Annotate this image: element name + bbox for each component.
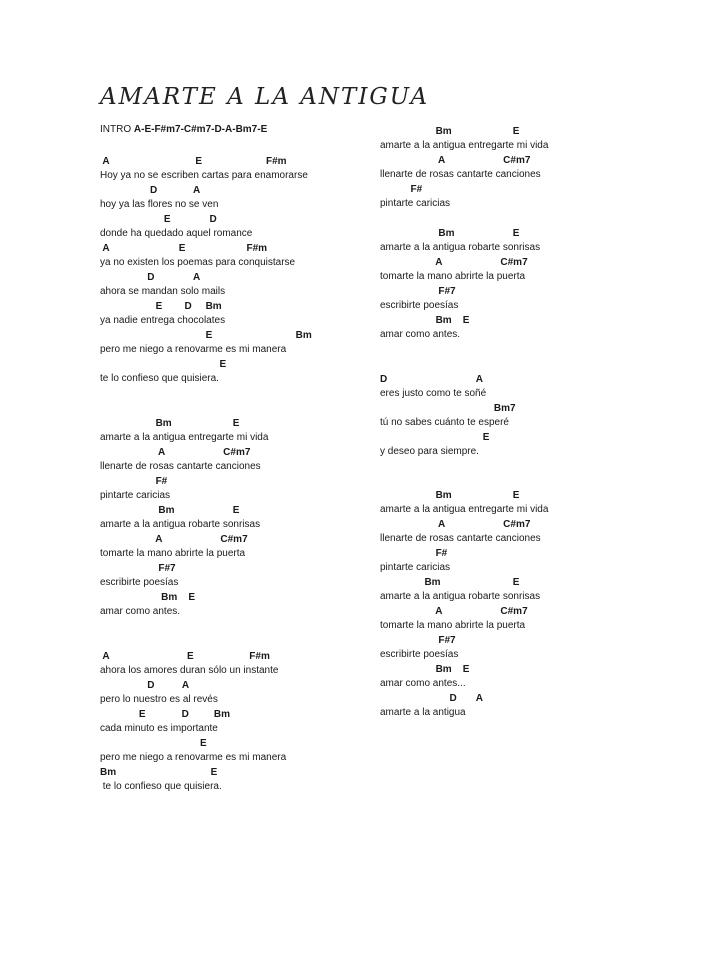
chord-line: F# bbox=[380, 548, 448, 559]
lyric-line: te lo confieso que quisiera. bbox=[100, 781, 222, 792]
lyric-line: escribirte poesías bbox=[380, 649, 459, 660]
chord-line: A C#m7 bbox=[380, 519, 531, 530]
chord-line: A C#m7 bbox=[100, 447, 251, 458]
lyric-line: amar como antes. bbox=[100, 606, 181, 617]
lyric-line: pintarte caricias bbox=[100, 490, 171, 501]
lyric-line: te lo confieso que quisiera. bbox=[100, 373, 219, 384]
lyric-line: tú no sabes cuánto te esperé bbox=[380, 417, 509, 428]
chord-line: A E F#m bbox=[100, 156, 287, 167]
chord-line: E D Bm bbox=[100, 301, 222, 312]
lyric-line: amar como antes. bbox=[380, 329, 461, 340]
lyric-line: amarte a la antigua entregarte mi vida bbox=[100, 432, 269, 443]
chord-line: E Bm bbox=[100, 330, 312, 341]
chord-line: Bm E bbox=[100, 418, 240, 429]
chord-line: D A bbox=[100, 185, 201, 196]
intro-chords: A-E-F#m7-C#m7-D-A-Bm7-E bbox=[133, 124, 268, 135]
chord-line: E bbox=[380, 432, 490, 443]
intro-label: INTRO bbox=[100, 124, 134, 135]
lyric-line: y deseo para siempre. bbox=[380, 446, 479, 457]
lyric-line: tomarte la mano abrirte la puerta bbox=[100, 548, 246, 559]
lyric-line: ya nadie entrega chocolates bbox=[100, 315, 226, 326]
chord-line: A C#m7 bbox=[380, 155, 531, 166]
chord-line: Bm E bbox=[380, 315, 470, 326]
lyric-line: amarte a la antigua robarte sonrisas bbox=[100, 519, 261, 530]
lyric-line: tomarte la mano abrirte la puerta bbox=[380, 271, 526, 282]
lyric-line: tomarte la mano abrirte la puerta bbox=[380, 620, 526, 631]
song-title: AMARTE A LA ANTIGUA bbox=[100, 84, 430, 110]
lyric-line: llenarte de rosas cantarte canciones bbox=[380, 533, 541, 544]
chord-line: Bm E bbox=[380, 664, 470, 675]
lyric-line: pero me niego a renovarme es mi manera bbox=[100, 344, 287, 355]
lyric-line: Hoy ya no se escriben cartas para enamorarse bbox=[100, 170, 308, 181]
lyric-line: escribirte poesías bbox=[380, 300, 459, 311]
lyric-line: amarte a la antigua bbox=[380, 707, 466, 718]
chord-line: E D Bm bbox=[100, 709, 231, 720]
lyric-line: ya no existen los poemas para conquistarse bbox=[100, 257, 296, 268]
chord-line: E bbox=[100, 359, 227, 370]
lyric-line: llenarte de rosas cantarte canciones bbox=[380, 169, 541, 180]
lyric-line: amar como antes... bbox=[380, 678, 466, 689]
lyric-line: donde ha quedado aquel romance bbox=[100, 228, 253, 239]
chord-line: A C#m7 bbox=[100, 534, 248, 545]
chord-line: A E F#m bbox=[100, 243, 268, 254]
lyric-line: pero lo nuestro es al revés bbox=[100, 694, 218, 705]
lyric-line: amarte a la antigua entregarte mi vida bbox=[380, 504, 549, 515]
chord-line: A E F#m bbox=[100, 651, 270, 662]
chord-line: Bm E bbox=[100, 592, 196, 603]
lyric-line: pintarte caricias bbox=[380, 562, 451, 573]
lyric-line: llenarte de rosas cantarte canciones bbox=[100, 461, 261, 472]
chord-line: D A bbox=[380, 374, 483, 385]
chord-line: F# bbox=[100, 476, 168, 487]
chord-line: E D bbox=[100, 214, 217, 225]
chord-line: Bm E bbox=[380, 490, 520, 501]
lyric-line: amarte a la antigua entregarte mi vida bbox=[380, 140, 549, 151]
lyric-line: amarte a la antigua robarte sonrisas bbox=[380, 242, 541, 253]
chord-line: F# bbox=[380, 184, 423, 195]
chord-line: Bm E bbox=[380, 577, 520, 588]
chord-line: D A bbox=[380, 693, 483, 704]
lyric-line: hoy ya las flores no se ven bbox=[100, 199, 219, 210]
lyric-line: ahora los amores duran sólo un instante bbox=[100, 665, 279, 676]
chord-line: Bm E bbox=[380, 228, 520, 239]
chord-line: F#7 bbox=[100, 563, 176, 574]
chord-line: F#7 bbox=[380, 286, 456, 297]
lyric-line: amarte a la antigua robarte sonrisas bbox=[380, 591, 541, 602]
chord-line: A C#m7 bbox=[380, 257, 528, 268]
chord-line: F#7 bbox=[380, 635, 456, 646]
lyric-line: cada minuto es importante bbox=[100, 723, 218, 734]
lyric-line: escribirte poesías bbox=[100, 577, 179, 588]
chord-line: A C#m7 bbox=[380, 606, 528, 617]
chord-line: D A bbox=[100, 272, 201, 283]
chord-line: Bm E bbox=[380, 126, 520, 137]
chord-line: D A bbox=[100, 680, 190, 691]
lyric-line: ahora se mandan solo mails bbox=[100, 286, 226, 297]
chord-line: Bm E bbox=[100, 767, 218, 778]
chord-line: E bbox=[100, 738, 207, 749]
lyric-line: pero me niego a renovarme es mi manera bbox=[100, 752, 287, 763]
lyric-line: eres justo como te soñé bbox=[380, 388, 487, 399]
chord-line: Bm7 bbox=[380, 403, 516, 414]
lyric-line: pintarte caricias bbox=[380, 198, 451, 209]
chord-line: Bm E bbox=[100, 505, 240, 516]
